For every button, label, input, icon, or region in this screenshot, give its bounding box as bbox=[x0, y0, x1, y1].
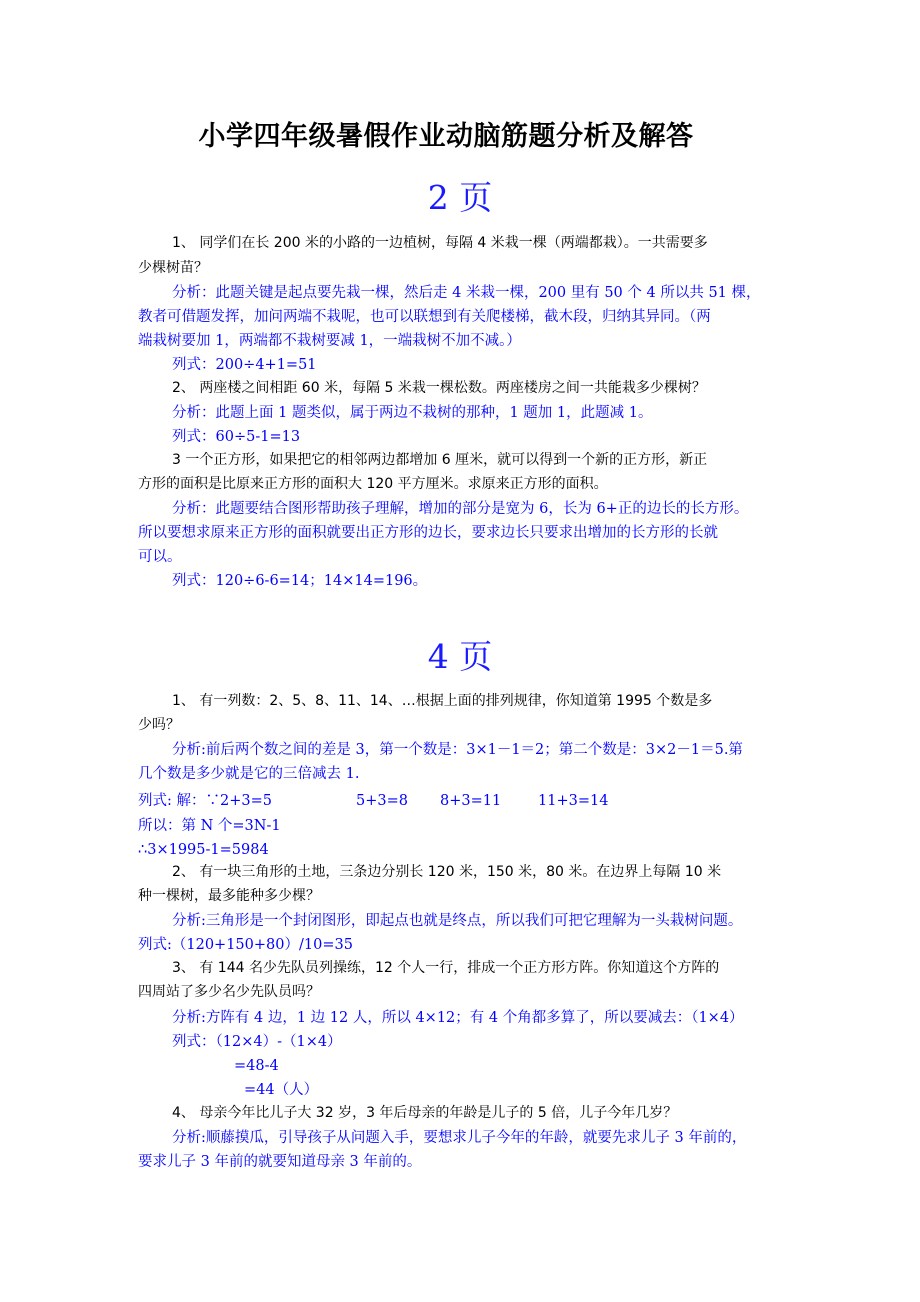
p4-analysis-1-line-2: 几个数是多少就是它的三倍减去 1. bbox=[138, 766, 360, 782]
question-3-line-2: 方形的面积是比原来正方形的面积大 120 平方厘米。求原来正方形的面积。 bbox=[138, 476, 608, 492]
p4-formula-3-line-2: =48-4 bbox=[234, 1058, 279, 1074]
p4-formula-1-part-3: 8+3=11 bbox=[440, 793, 502, 809]
p4-question-1-line-2: 少吗？ bbox=[138, 717, 180, 733]
p4-analysis-3: 分析:方阵有 4 边，1 边 12 人，所以 4×12；有 4 个角都多算了，所以要减去：（1×4） bbox=[172, 1010, 744, 1026]
question-1-line-1: 1、 同学们在长 200 米的小路的一边植树，每隔 4 米栽一棵（两端都栽）。一共需要多 bbox=[172, 235, 708, 251]
p4-question-3-line-1: 3、 有 144 名少先队员列操练，12 个人一行，排成一个正方形方阵。你知道这个方阵的 bbox=[172, 960, 720, 976]
section-heading-page-2: 2 页 bbox=[427, 178, 493, 217]
p4-question-2-line-2: 种一棵树，最多能种多少棵？ bbox=[138, 888, 320, 904]
p4-analysis-4-line-2: 要求儿子 3 年前的就要知道母亲 3 年前的。 bbox=[138, 1154, 422, 1170]
p4-question-1-line-1: 1、 有一列数：2、5、8、11、14、…根据上面的排列规律，你知道第 1995 个数是多 bbox=[172, 693, 713, 709]
p4-formula-1-part-2: 5+3=8 bbox=[356, 793, 408, 809]
analysis-2-line-1: 分析：此题上面 1 题类似，属于两边不栽树的那种，1 题加 1，此题减 1。 bbox=[172, 405, 653, 421]
question-3-line-1: 3 一个正方形，如果把它的相邻两边都增加 6 厘米，就可以得到一个新的正方形，新正 bbox=[172, 452, 708, 468]
analysis-1-line-2: 教者可借题发挥，加问两端不栽呢，也可以联想到有关爬楼梯，截木段，归纳其异同。（两 bbox=[138, 309, 711, 325]
formula-2: 列式：60÷5-1=13 bbox=[172, 429, 301, 445]
p4-formula-2: 列式:（120+150+80）/10=35 bbox=[138, 937, 353, 953]
question-1-line-2: 少棵树苗？ bbox=[138, 260, 208, 276]
analysis-1-line-3: 端栽树要加 1，两端都不栽树要减 1，一端栽树不加不减。） bbox=[138, 333, 521, 349]
p4-question-2-line-1: 2、 有一块三角形的土地，三条边分别长 120 米，150 米，80 米。在边界上每隔 10 米 bbox=[172, 864, 722, 880]
formula-1: 列式：200÷4+1=51 bbox=[172, 357, 317, 373]
p4-formula-1-general: 所以：第 N 个=3N-1 bbox=[138, 818, 281, 834]
p4-formula-1-part-1: 列式: 解：∵2+3=5 bbox=[138, 793, 272, 809]
p4-question-3-line-2: 四周站了多少名少先队员吗？ bbox=[138, 984, 320, 1000]
section-heading-page-4: 4 页 bbox=[427, 637, 493, 676]
p4-analysis-4-line-1: 分析:顺藤摸瓜，引导孩子从问题入手，要想求儿子今年的年龄，就要先求儿子 3 年前的， bbox=[172, 1130, 747, 1146]
analysis-3-line-3: 可以。 bbox=[138, 549, 182, 565]
p4-formula-1-row bbox=[138, 789, 803, 813]
p4-formula-1-part-4: 11+3=14 bbox=[538, 793, 609, 809]
analysis-3-line-2: 所以要想求原来正方形的面积就要出正方形的边长，要求边长只要求出增加的长方形的长就 bbox=[138, 525, 718, 541]
p4-analysis-2: 分析:三角形是一个封闭图形，即起点也就是终点，所以我们可把它理解为一头栽树问题。 bbox=[172, 913, 743, 929]
analysis-1-line-1: 分析：此题关键是起点要先栽一棵，然后走 4 米栽一棵，200 里有 50 个 4 所以共 51 棵， bbox=[172, 285, 761, 301]
analysis-3-line-1: 分析：此题要结合图形帮助孩子理解，增加的部分是宽为 6，长为 6+正的边长的长方形。 bbox=[172, 501, 749, 517]
p4-formula-1-result: ∴3×1995-1=5984 bbox=[138, 842, 269, 858]
p4-formula-3-line-1: 列式：（12×4）-（1×4） bbox=[172, 1034, 342, 1050]
formula-3: 列式：120÷6-6=14；14×14=196。 bbox=[172, 573, 428, 589]
p4-question-4-line-1: 4、 母亲今年比儿子大 32 岁，3 年后母亲的年龄是儿子的 5 倍，儿子今年几岁？ bbox=[172, 1105, 678, 1121]
question-2-line-1: 2、 两座楼之间相距 60 米，每隔 5 米栽一棵松数。两座楼房之间一共能栽多少棵树？ bbox=[172, 380, 706, 396]
p4-analysis-1-line-1: 分析:前后两个数之间的差是 3，第一个数是：3×1－1＝2；第二个数是：3×2－1＝5.第 bbox=[172, 742, 743, 758]
p4-formula-3-line-3: =44（人） bbox=[244, 1082, 319, 1098]
document-title: 小学四年级暑假作业动脑筋题分析及解答 bbox=[198, 121, 694, 152]
